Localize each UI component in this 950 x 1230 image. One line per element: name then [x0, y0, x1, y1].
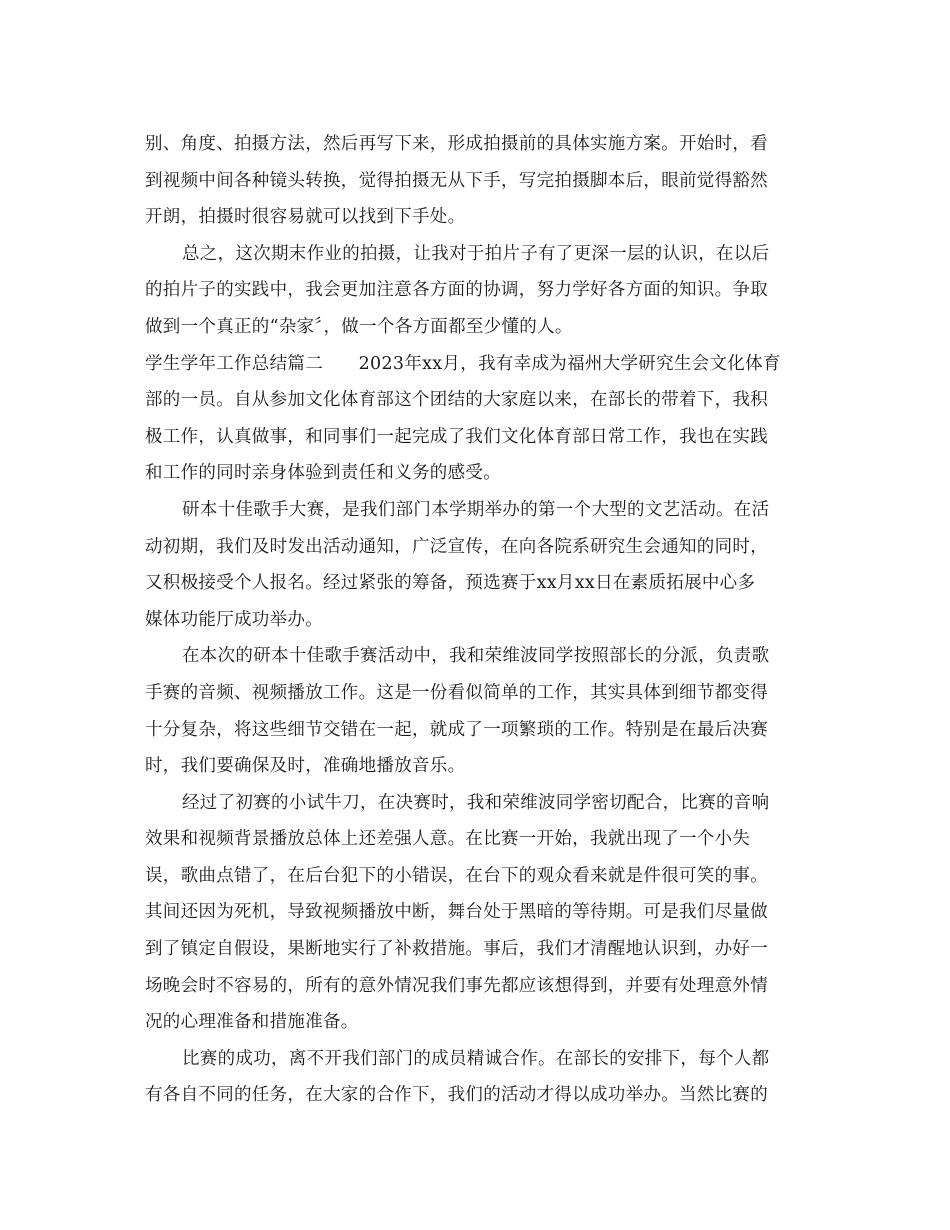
text-line: 况的心理准备和措施准备。	[145, 1012, 359, 1033]
document-body	[145, 126, 810, 1114]
text-line: 时，我们要确保及时，准确地播放音乐。	[145, 756, 466, 777]
text-line: 经过了初赛的小试牛刀，在决赛时，我和荣维波同学密切配合，比赛的音响	[182, 792, 770, 813]
text-line: 总之，这次期末作业的拍摄，让我对于拍片子有了更深一层的认识，在以后	[182, 243, 770, 264]
text-line: 媒体功能厅成功举办。	[145, 609, 323, 630]
text-line: 做到一个真正的“杂家〞，做一个各方面都至少懂的人。	[145, 316, 573, 337]
text-line: 有各自不同的任务，在大家的合作下，我们的活动才得以成功举办。当然比赛的	[145, 1085, 768, 1106]
text-line: 效果和视频背景播放总体上还差强人意。在比赛一开始，我就出现了一个小失	[145, 829, 751, 850]
text-line: 十分复杂，将这些细节交错在一起，就成了一项繁琐的工作。特别是在最后决赛	[145, 719, 768, 740]
text-line: 开朗，拍摄时很容易就可以找到下手处。	[145, 207, 466, 228]
text-line: 极工作，认真做事，和同事们一起完成了我们文化体育部日常工作，我也在实践	[145, 426, 768, 447]
text-line: 又积极接受个人报名。经过紧张的筹备，预选赛于xx月xx日在素质拓展中心多	[145, 573, 756, 594]
text-line: 的拍片子的实践中，我会更加注意各方面的协调，努力学好各方面的知识。争取	[145, 280, 768, 301]
text-line: 到了镇定自假设，果断地实行了补救措施。事后，我们才清醒地认识到，办好一	[145, 939, 768, 960]
text-line: 部的一员。自从参加文化体育部这个团结的大家庭以来，在部长的带着下，我积	[145, 390, 768, 411]
text-line: 场晚会时不容易的，所有的意外情况我们事先都应该想得到，并要有处理意外情	[145, 975, 768, 996]
text-line: 和工作的同时亲身体验到责任和义务的感受。	[145, 463, 501, 484]
text-line: 研本十佳歌手大赛，是我们部门本学期举办的第一个大型的文艺活动。在活	[182, 499, 770, 520]
text-line: 手赛的音频、视频播放工作。这是一份看似简单的工作，其实具体到细节都变得	[145, 682, 768, 703]
text-line: 到视频中间各种镜头转换，觉得拍摄无从下手，写完拍摄脚本后，眼前觉得豁然	[145, 170, 768, 191]
text-line: 别、角度、拍摄方法，然后再写下来，形成拍摄前的具体实施方案。开始时，看	[145, 134, 768, 154]
text-line: 比赛的成功，离不开我们部门的成员精诚合作。在部长的安排下，每个人都	[182, 1048, 770, 1069]
text-line: 动初期，我们及时发出活动通知，广泛宣传，在向各院系研究生会通知的同时，	[145, 536, 768, 557]
text-line: 在本次的研本十佳歌手赛活动中，我和荣维波同学按照部长的分派，负责歌	[182, 646, 770, 667]
text-line: 误，歌曲点错了，在后台犯下的小错误，在台下的观众看来就是件很可笑的事。	[145, 865, 768, 886]
text-line: 其间还因为死机，导致视频播放中断，舞台处于黑暗的等待期。可是我们尽量做	[145, 902, 768, 923]
text-line: 学生学年工作总结篇二 2023年xx月，我有幸成为福州大学研究生会文化体育	[145, 353, 781, 374]
